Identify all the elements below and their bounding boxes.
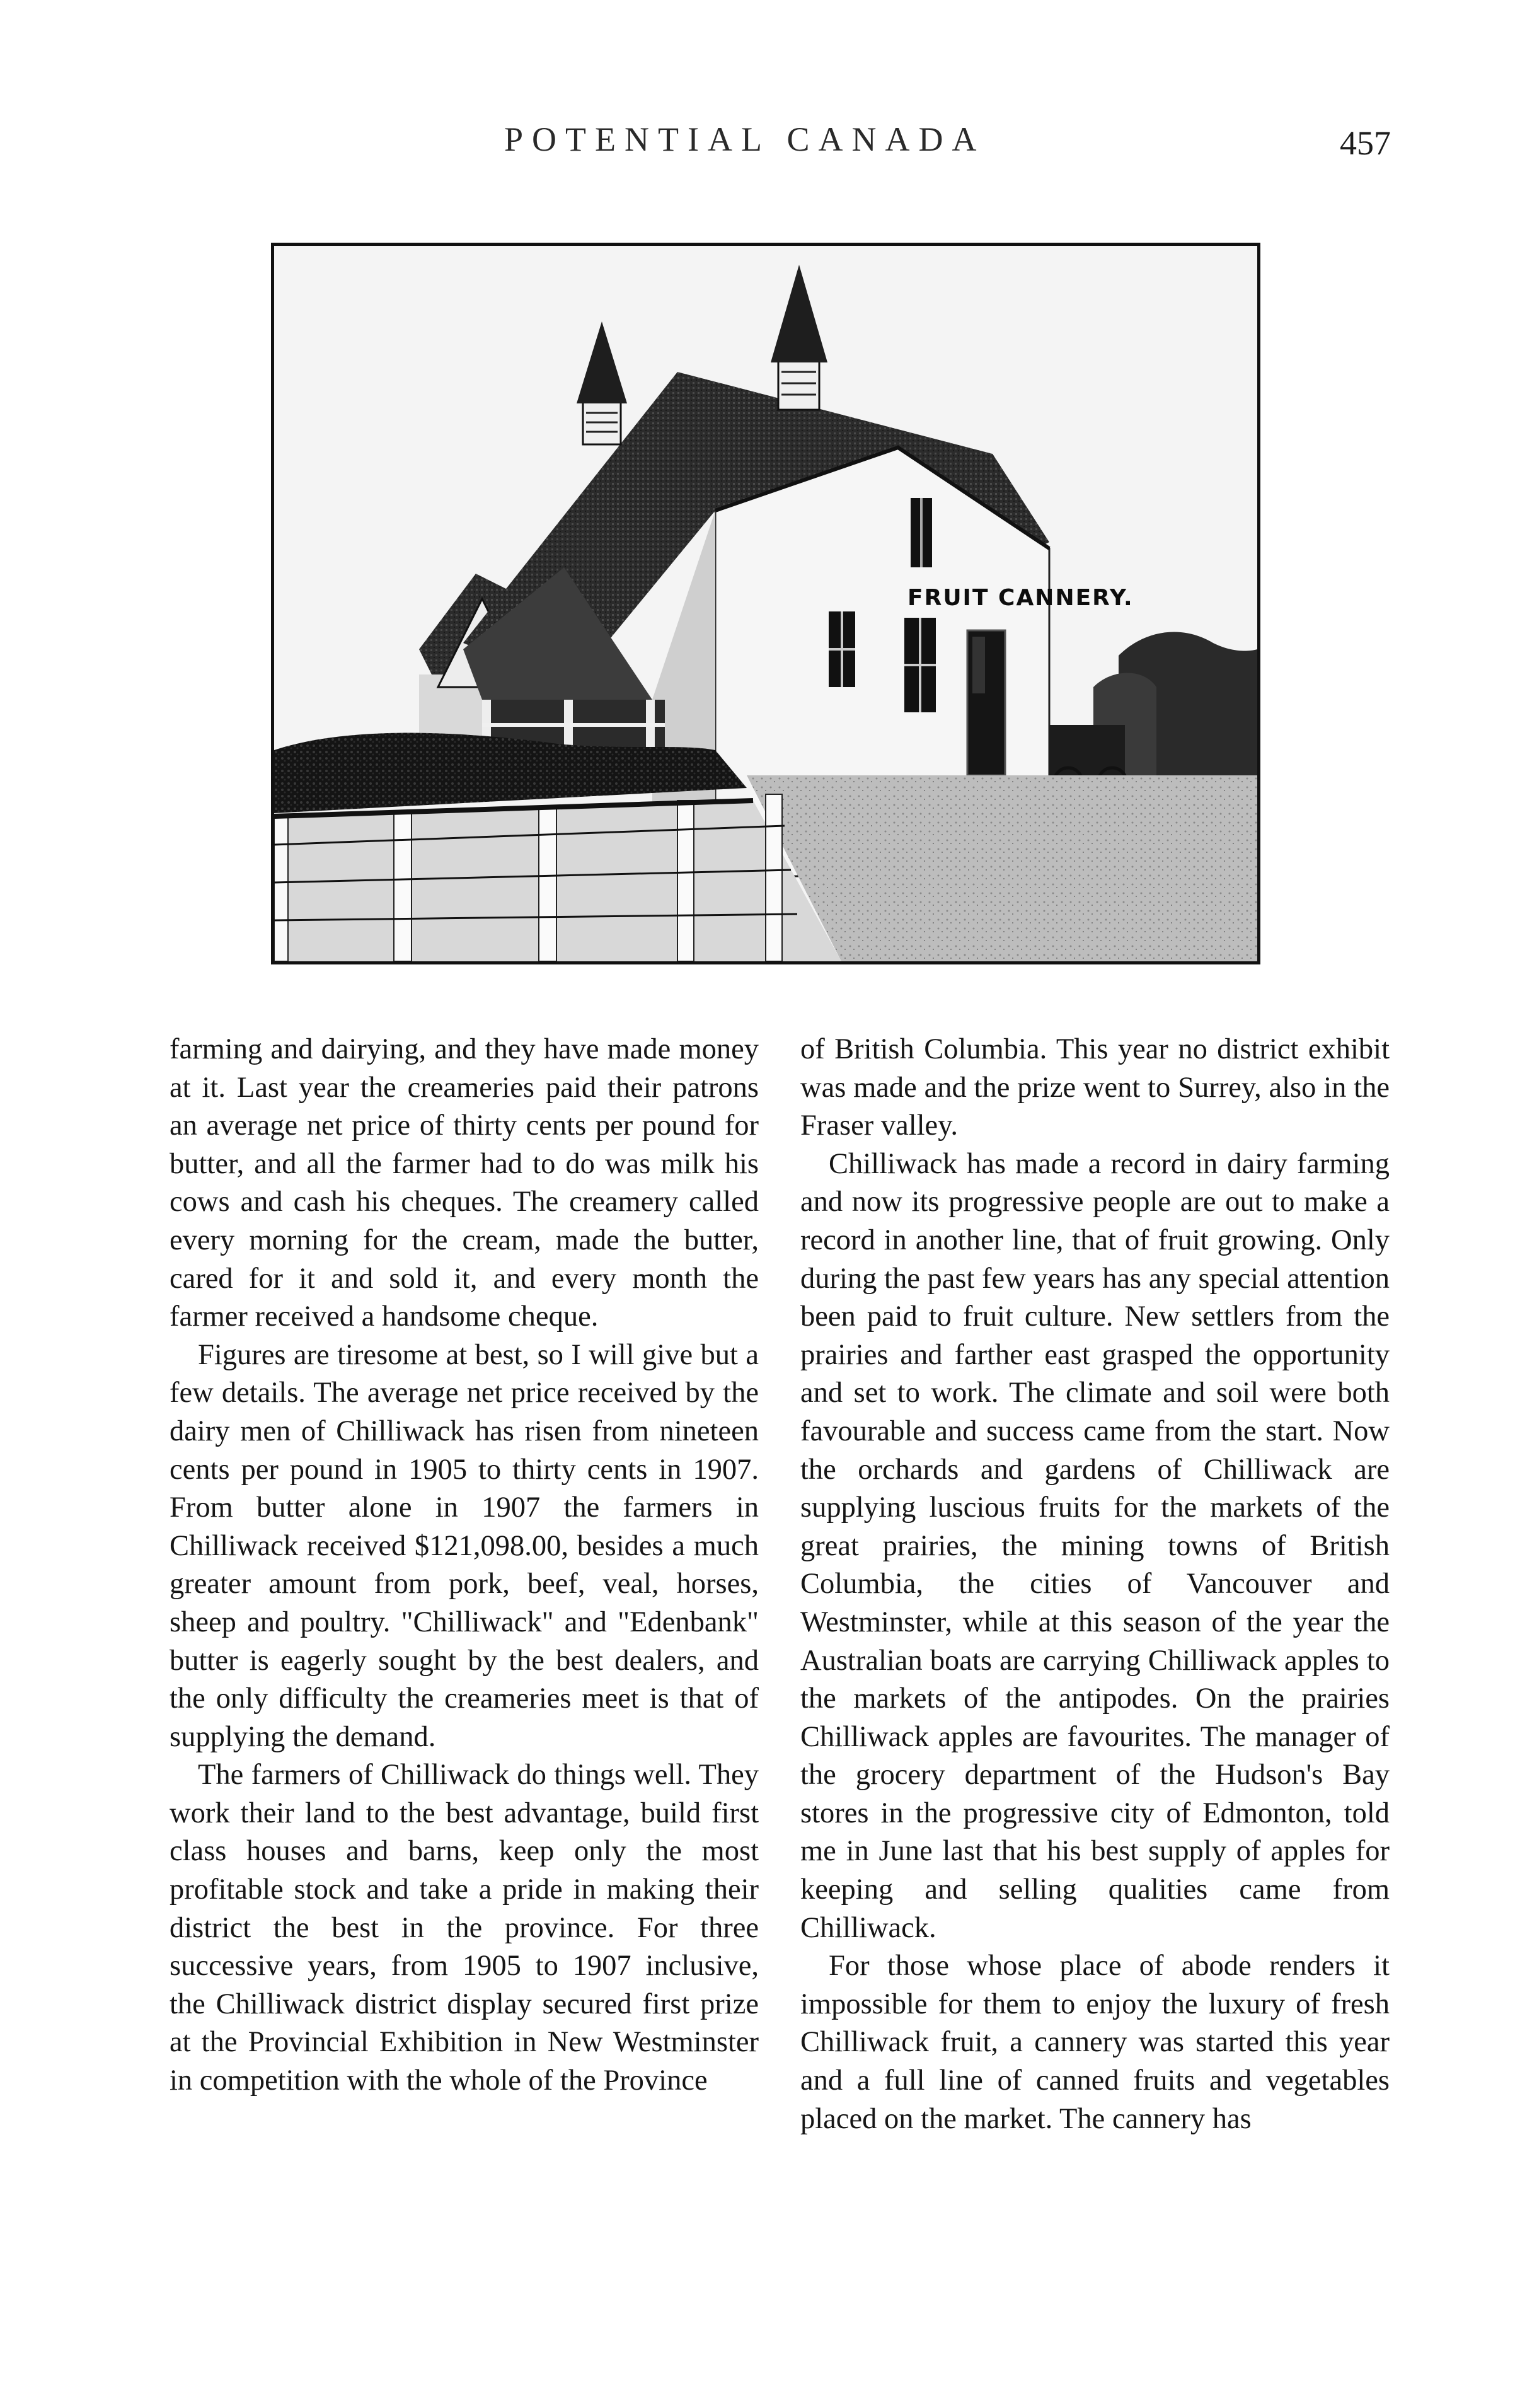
right-column (800, 1031, 1390, 2138)
left-column (170, 1031, 759, 2100)
running-head: POTENTIAL CANADA (504, 120, 986, 158)
page-number: 457 (1340, 124, 1391, 162)
right-paragraph-3: For those whose place of abode renders it impossible for them to enjoy the luxury of fresh Chilliwack fruit, a cannery was started this year and a full line of canned fruits and vegetables placed on the market. The cannery has (800, 1950, 1390, 2135)
fence (274, 794, 841, 961)
page-header (0, 120, 1532, 177)
left-paragraph-1: farming and dairying, and they have made money at it. Last year the creameries paid their patrons an average net price of thirty cents per pound for butter, and all the farmer had to do was milk his cows and cash his cheques. The creamery called every morning for the cream, made the butter, cared for it and sold it, and every month the farmer received a handsome cheque. (170, 1033, 759, 1333)
fruit-cannery-photograph (271, 243, 1260, 964)
right-paragraph-2: Chilliwack has made a record in dairy farming and now its progressive people are out to make a record in another line, that of fruit growing. Only during the past few years has any special attention been paid to fruit culture. New settlers from the prairies and farther east grasped the opportunity and set to work. The climate and soil were both favourable and success came from the start. Now the orchards and gardens of Chilliwack are supplying luscious fruits for the markets of the great prairies, the mining towns of British Columbia, the cities of Vancouver and Westminster, while at this season of the year the Australian boats are carrying Chilliwack apples to the markets of the antipodes. On the prairies Chilliwack apples are favourites. The manager of the grocery department of the Hudson's Bay stores in the progressive city of Edmonton, told me in June last that his best supply of apples for keeping and selling qualities came from Chilliwack. (800, 1147, 1390, 1944)
right-paragraph-1: of British Columbia. This year no district exhibit was made and the prize went to Surrey, also in the Fraser valley. (800, 1033, 1390, 1142)
cannery-sign: FRUIT CANNERY. (907, 585, 1134, 611)
left-paragraph-3: The farmers of Chilliwack do things well. They work their land to the best advantage, build first class houses and barns, keep only the most profitable stock and take a pride in making their district the best in the province. For three successive years, from 1905 to 1907 inclusive, the Chilliwack district display secured first prize at the Provincial Exhibition in New Westminster in competition with the whole of the Province (170, 1759, 759, 2097)
left-paragraph-2: Figures are tiresome at best, so I will give but a few details. The average net price received by the dairy men of Chilliwack has risen from nineteen cents per pound in 1905 to thirty cents in 1907. From butter alone in 1907 the farmers in Chilliwack received $121,098.00, besides a much greater amount from pork, beef, veal, horses, sheep and poultry. "Chilliwack" and "Edenbank" butter is eagerly sought by the best dealers, and the only difficulty the creameries meet is that of supplying the demand. (170, 1338, 759, 1753)
